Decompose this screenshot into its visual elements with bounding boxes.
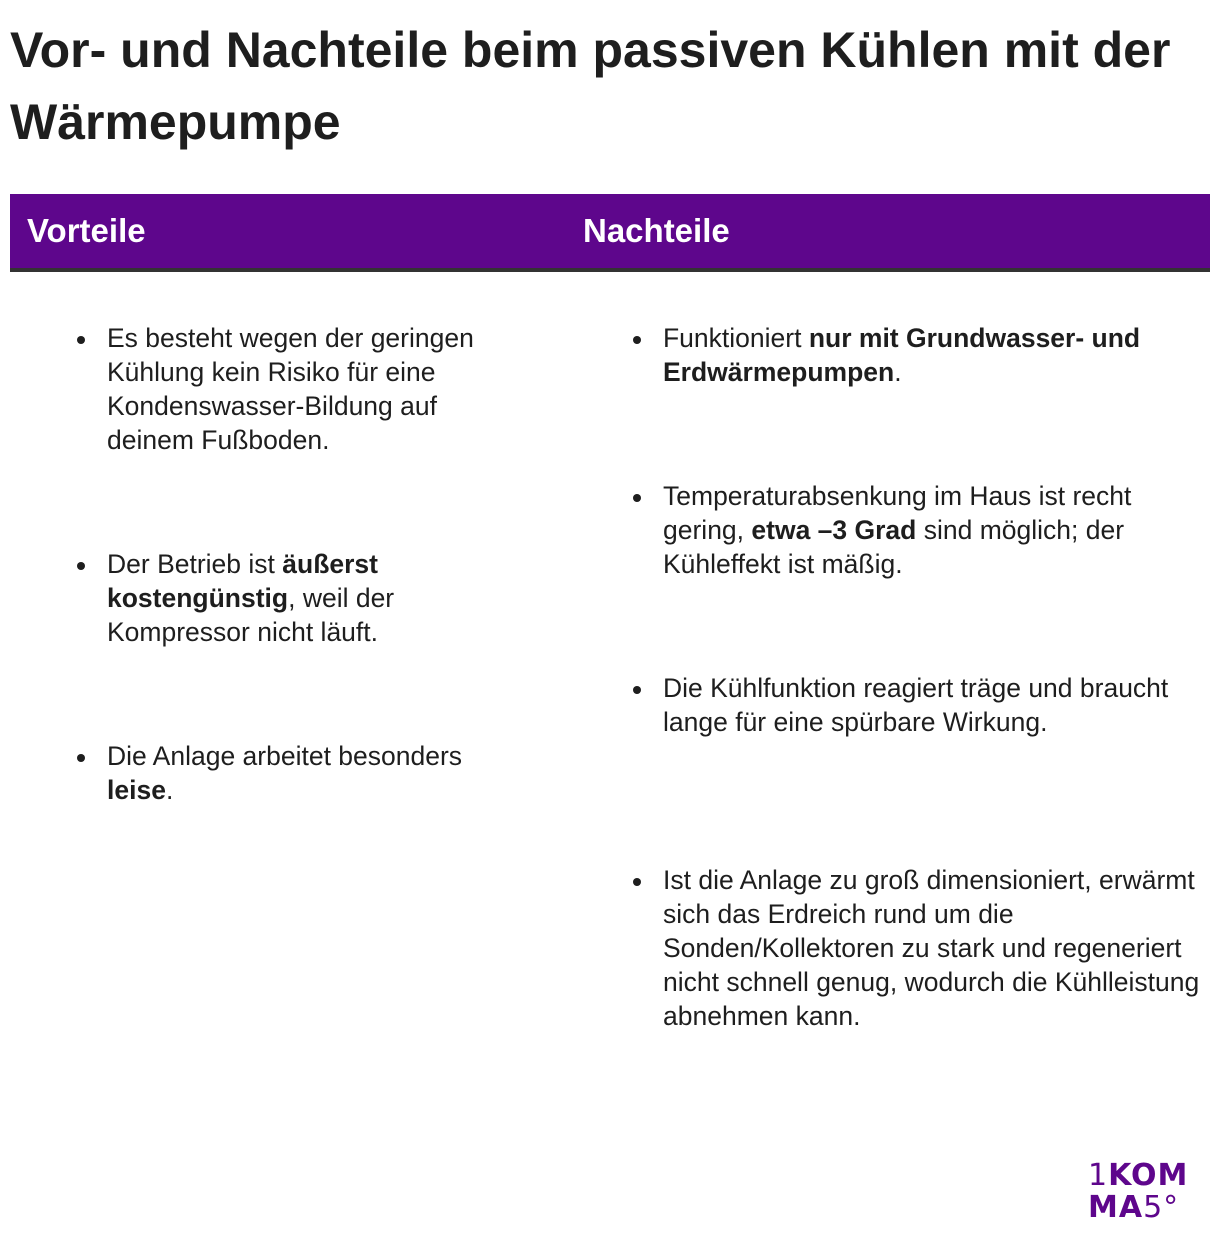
logo-text-1: KOM <box>1108 1158 1189 1193</box>
header-pros: Vorteile <box>27 212 146 249</box>
bullet-icon <box>77 336 85 344</box>
con-item <box>663 321 1203 389</box>
brand-logo <box>1088 1160 1192 1224</box>
logo-line-2 <box>1088 1192 1192 1224</box>
con-item-bold: nur mit Grundwasser- und Erdwärmepumpen <box>663 323 1141 387</box>
pro-item-text: Es besteht wegen der geringen Kühlung kein Risiko für eine Kondenswasser-Bildung auf deinem Fußboden. <box>107 323 474 455</box>
con-item-text: Funktioniert <box>663 323 809 353</box>
con-item-text: Die Kühlfunktion reagiert träge und braucht lange für eine spürbare Wirkung. <box>663 673 1169 737</box>
pro-item <box>107 547 522 649</box>
pro-item <box>107 321 522 457</box>
header-cons: Nachteile <box>583 212 730 249</box>
table-header <box>10 194 1210 272</box>
pro-item-text-end: , weil der Kompressor nicht läuft. <box>107 583 395 647</box>
bullet-icon <box>633 878 641 886</box>
bullet-icon <box>77 754 85 762</box>
pro-item-bold: leise <box>107 775 166 805</box>
logo-line-1 <box>1088 1160 1192 1192</box>
pro-item-text: Der Betrieb ist <box>107 549 283 579</box>
pro-item-text: Die Anlage arbeitet besonders <box>107 741 463 771</box>
con-item-text-end: . <box>894 357 902 387</box>
page-title: Vor- und Nachteile beim passiven Kühlen mit der Wärmepumpe <box>10 22 1171 150</box>
con-item-text-end: sind möglich; der Kühleffekt ist mäßig. <box>663 515 1125 579</box>
logo-num-1: 1 <box>1088 1158 1109 1193</box>
bullet-icon <box>633 336 641 344</box>
pro-item-bold: äußerst kostengünstig <box>107 549 378 613</box>
bullet-icon <box>633 686 641 694</box>
pro-item-text-end: . <box>165 775 174 805</box>
bullet-icon <box>633 494 641 502</box>
con-item-text: Ist die Anlage zu groß dimensioniert, erwärmt sich das Erdreich rund um die Sonden/Kollektoren zu stark und regeneriert nicht schnell genug, wodurch die Kühlleistung abnehmen kann. <box>663 865 1200 1031</box>
pro-item <box>107 739 522 807</box>
con-item <box>663 863 1203 1033</box>
con-item <box>663 671 1203 739</box>
logo-num-2: 5° <box>1143 1190 1180 1225</box>
con-item <box>663 479 1203 581</box>
logo-text-2: MA <box>1088 1190 1144 1225</box>
con-item-bold: etwa –3 Grad <box>751 515 917 545</box>
bullet-icon <box>77 562 85 570</box>
con-item-text: Temperaturabsenkung im Haus ist recht gering, <box>663 481 1132 545</box>
